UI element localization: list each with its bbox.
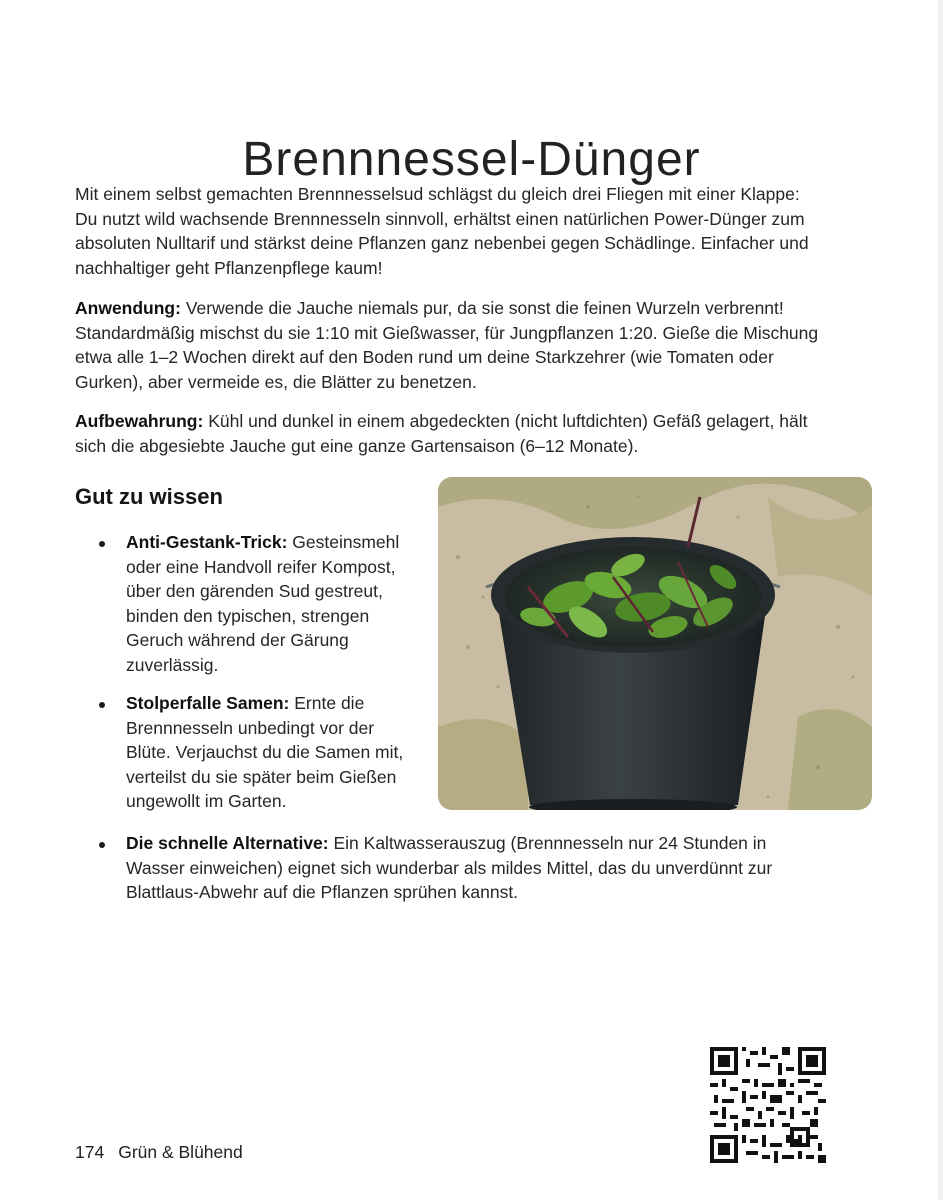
page-number: 174	[75, 1142, 105, 1162]
storage-text: Kühl und dunkel in einem abgedeckten (nicht luftdichten) Gefäß gelagert, hält sich die abgesiebte Jauche gut eine ganze Gartensaison (6–12 Monate).	[75, 411, 808, 456]
storage-paragraph	[75, 409, 825, 458]
intro-paragraph: Mit einem selbst gemachten Brennnesselsud schlägst du gleich drei Fliegen mit einer Klappe: Du nutzt wild wachsende Brennnesseln sinnvoll, erhältst einen natürlichen Power-Dünger zum absoluten Nulltarif und stärkst deine Pflanzen ganz nebenbei gegen Schädlinge. Einfacher und nachhaltiger geht Pflanzenpflege kaum!	[75, 184, 809, 278]
section-heading: Gut zu wissen	[75, 484, 223, 509]
tip-item	[126, 691, 411, 814]
usage-label: Anwendung:	[75, 298, 181, 318]
tip-text: Ein Kaltwasserauszug (Brennnesseln nur 24 Stunden in Wasser einweichen) eignet sich wunderbar als mildes Mittel, das du unverdünnt zur Blattlaus-Abwehr auf die Pflanzen sprühen kannst.	[126, 833, 773, 902]
tip-label: Die schnelle Alternative:	[126, 833, 329, 853]
nettle-bucket-photo	[438, 477, 872, 810]
tip-item	[126, 530, 411, 677]
tip-label: Stolperfalle Samen:	[126, 693, 290, 713]
page-title: Brennnessel-Dünger	[242, 133, 701, 187]
bullet-dot-icon	[99, 541, 105, 547]
page-footer	[75, 1142, 243, 1163]
tip-text: Ernte die Brennnesseln unbedingt vor der Blüte. Verjauchst du die Samen mit, verteilst du sie später beim Gießen ungewollt im Garten.	[126, 693, 404, 811]
bullet-dot-icon	[99, 702, 105, 708]
bullet-dot-icon	[99, 842, 105, 848]
tip-label: Anti-Gestank-Trick:	[126, 532, 288, 552]
qr-code-icon[interactable]	[710, 1047, 826, 1163]
section-name: Grün & Blühend	[118, 1142, 243, 1162]
nettle-bucket-illustration	[438, 477, 872, 810]
usage-text: Verwende die Jauche niemals pur, da sie sonst die feinen Wurzeln verbrennt! Standardmäßig mischst du sie 1:10 mit Gießwasser, für Jungpflanzen 1:20. Gieße die Mischung etwa alle 1–2 Wochen direkt auf den Boden rund um deine Starkzehrer (wie Tomaten oder Gurken), aber vermeide es, die Blätter zu benetzen.	[75, 298, 819, 392]
usage-paragraph	[75, 296, 825, 394]
tip-text: Gesteinsmehl oder eine Handvoll reifer Kompost, über den gärenden Sud gestreut, binden den typischen, strengen Geruch während der Gärung zuverlässig.	[126, 532, 400, 675]
storage-label: Aufbewahrung:	[75, 411, 204, 431]
tip-item	[126, 831, 826, 905]
